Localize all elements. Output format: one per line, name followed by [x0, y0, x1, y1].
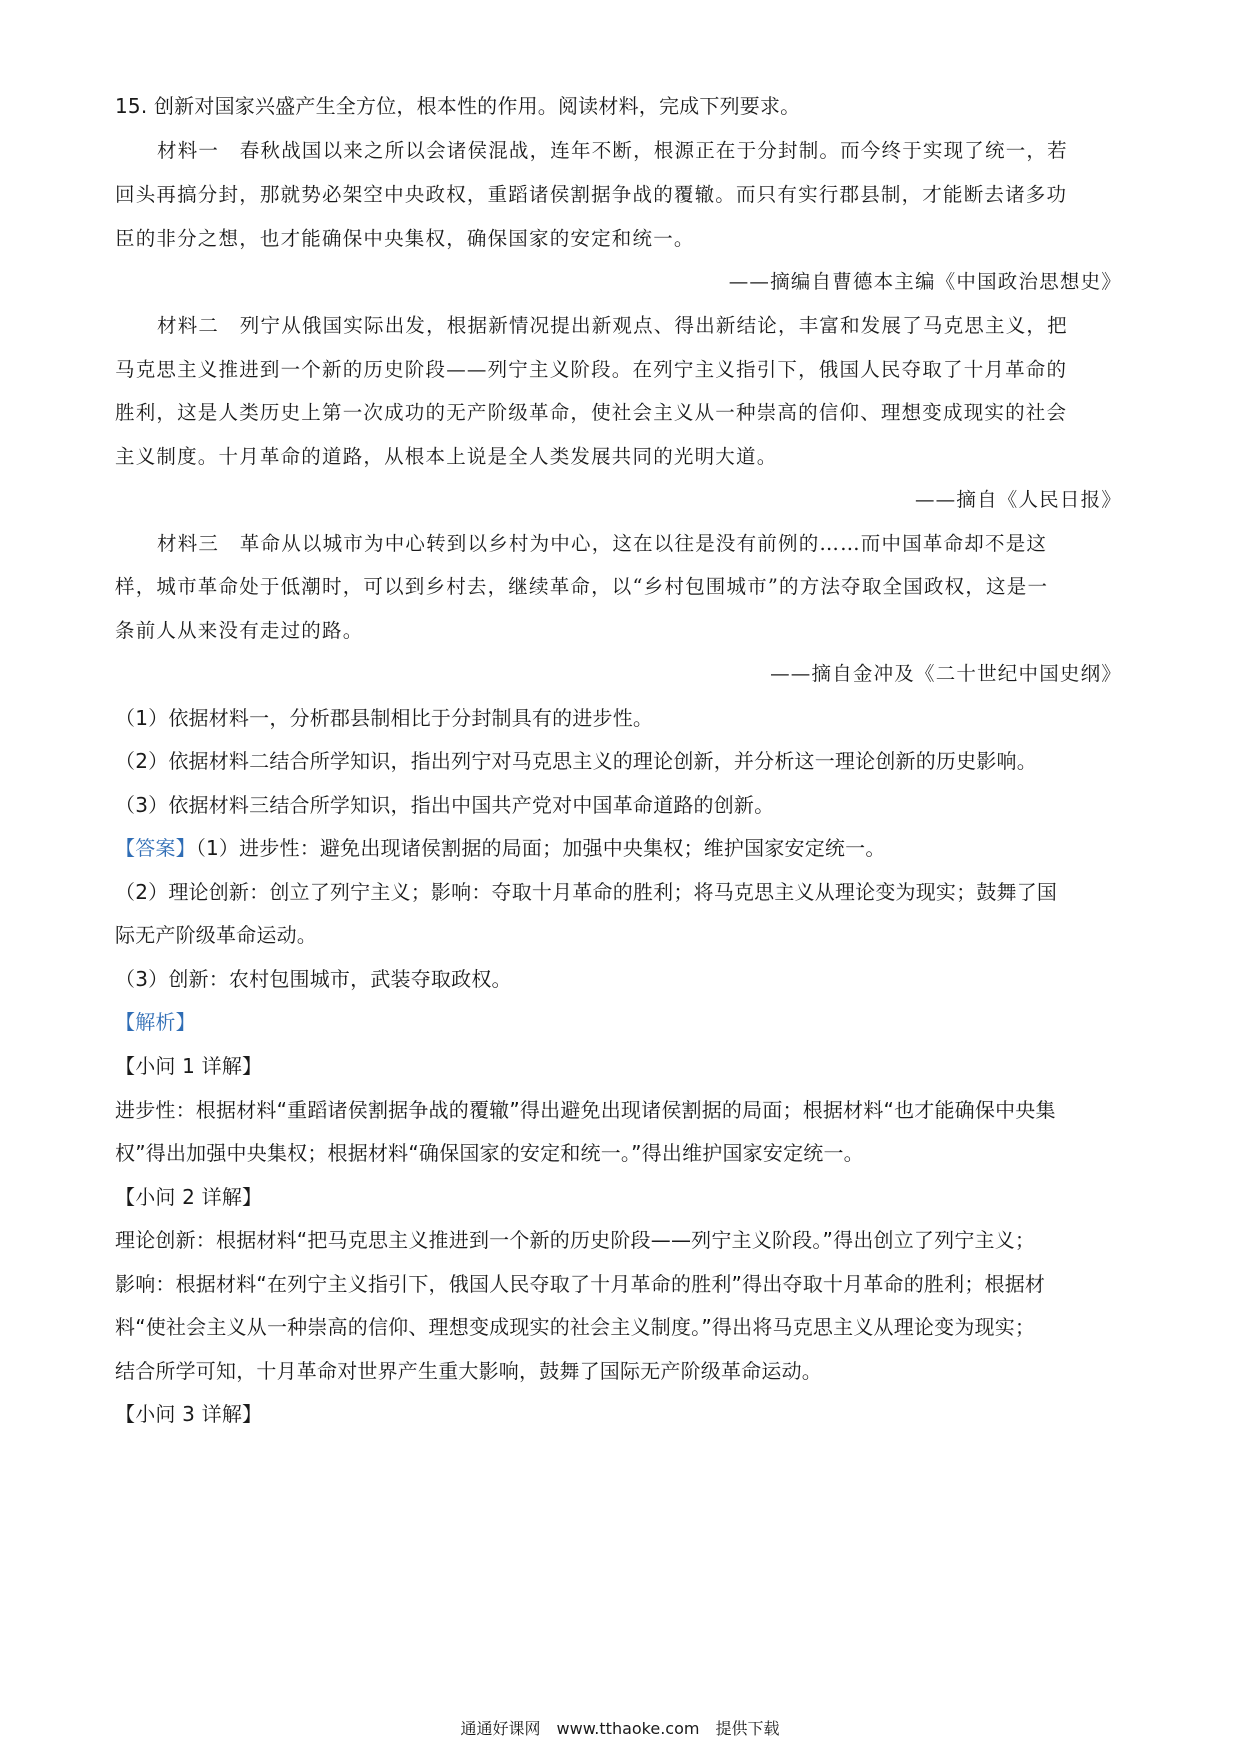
material3-line-1: 材料三 革命从以城市为中心转到以乡村为中心，这在以往是没有前例的……而中国革命却不是这 — [157, 532, 1048, 555]
answer-line-2: （2）理论创新：创立了列宁主义；影响：夺取十月革命的胜利；将马克思主义从理论变为现实；鼓舞了国 — [115, 880, 1058, 904]
material1-line-1: 材料一 春秋战国以来之所以会诸侯混战，连年不断，根源正在于分封制。而今终于实现了统一，若 — [157, 139, 1068, 162]
analysis-q2-line-3: 料“使社会主义从一种崇高的信仰、理想变成现实的社会主义制度。”得出将马克思主义从理论变为现实； — [115, 1315, 1036, 1339]
material2-line-4: 主义制度。十月革命的道路，从根本上说是全人类发展共同的光明大道。 — [115, 445, 778, 468]
sub-question-1: （1）依据材料一，分析郡县制相比于分封制具有的进步性。 — [115, 706, 654, 730]
material3-source: ——摘自金冲及《二十世纪中国史纲》 — [770, 662, 1122, 685]
analysis-q3-title: 【小问 3 详解】 — [115, 1402, 263, 1426]
material2-line-1: 材料二 列宁从俄国实际出发，根据新情况提出新观点、得出新结论，丰富和发展了马克思主义，把 — [157, 314, 1068, 337]
material1-line-3: 臣的非分之想，也才能确保中央集权，确保国家的安定和统一。 — [115, 227, 695, 250]
answer-line-4: （3）创新：农村包围城市，武装夺取政权。 — [115, 967, 512, 991]
sub-question-2: （2）依据材料二结合所学知识，指出列宁对马克思主义的理论创新，并分析这一理论创新的历史影响。 — [115, 749, 1037, 773]
analysis-q2-line-1: 理论创新：根据材料“把马克思主义推进到一个新的历史阶段——列宁主义阶段。”得出创立了列宁主义； — [115, 1228, 1036, 1252]
material2-source: ——摘自《人民日报》 — [914, 488, 1122, 511]
material3-line-2: 样，城市革命处于低潮时，可以到乡村去，继续革命，以“乡村包围城市”的方法夺取全国政权，这是一 — [115, 575, 1049, 598]
answer-line-1 — [115, 834, 1130, 862]
material2-line-2: 马克思主义推进到一个新的历史阶段——列宁主义阶段。在列宁主义指引下，俄国人民夺取了十月革命的 — [115, 358, 1068, 381]
analysis-q2-title: 【小问 2 详解】 — [115, 1185, 263, 1209]
page-footer: 通通好课网 www.tthaoke.com 提供下载 — [460, 1719, 780, 1738]
analysis-q2-line-4: 结合所学可知，十月革命对世界产生重大影响，鼓舞了国际无产阶级革命运动。 — [115, 1359, 822, 1383]
material3-line-3: 条前人从来没有走过的路。 — [115, 619, 364, 642]
material2-line-3: 胜利，这是人类历史上第一次成功的无产阶级革命，使社会主义从一种崇高的信仰、理想变成现实的社会 — [115, 401, 1068, 424]
analysis-q1-line-2: 权”得出加强中央集权；根据材料“确保国家的安定和统一。”得出维护国家安定统一。 — [115, 1141, 864, 1165]
material1-line-2: 回头再搞分封，那就势必架空中央政权，重蹈诸侯割据争战的覆辙。而只有实行郡县制，才能断去诸多功 — [115, 183, 1068, 206]
analysis-q2-line-2: 影响：根据材料“在列宁主义指引下，俄国人民夺取了十月革命的胜利”得出夺取十月革命的胜利；根据材 — [115, 1272, 1046, 1296]
answer-label: 【答案】 — [115, 836, 196, 860]
question-title: 15. 创新对国家兴盛产生全方位，根本性的作用。阅读材料，完成下列要求。 — [115, 94, 801, 118]
answer-line-3: 际无产阶级革命运动。 — [115, 923, 317, 947]
analysis-q1-title: 【小问 1 详解】 — [115, 1054, 263, 1078]
material1-source: ——摘编自曹德本主编《中国政治思想史》 — [728, 270, 1122, 293]
analysis-label: 【解析】 — [115, 1010, 196, 1034]
sub-question-3: （3）依据材料三结合所学知识，指出中国共产党对中国革命道路的创新。 — [115, 793, 775, 817]
analysis-q1-line-1: 进步性：根据材料“重蹈诸侯割据争战的覆辙”得出避免出现诸侯割据的局面；根据材料“也才能确保中央集 — [115, 1098, 1056, 1122]
answer-text-1: （1）进步性：避免出现诸侯割据的局面；加强中央集权；维护国家安定统一。 — [195, 836, 886, 860]
